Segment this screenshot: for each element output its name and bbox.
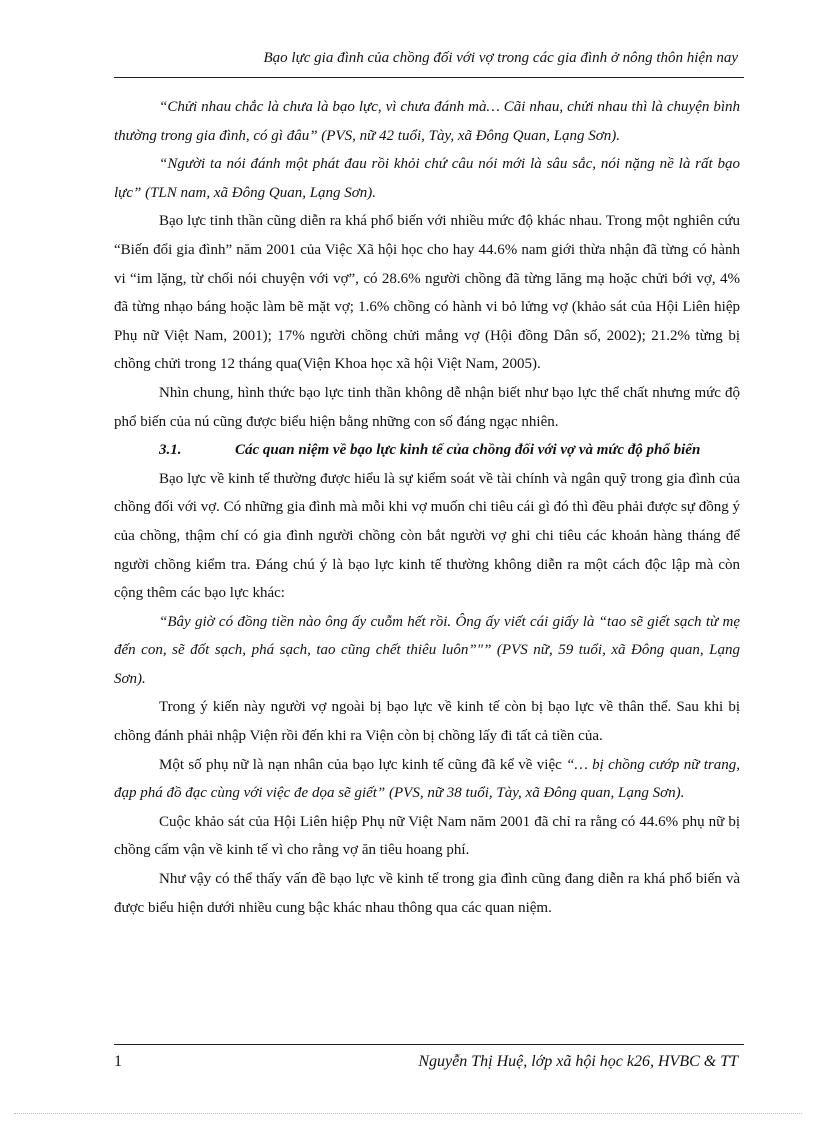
body-paragraph: Cuộc khảo sát của Hội Liên hiệp Phụ nữ Việt Nam năm 2001 đã chỉ ra rằng có 44.6% phụ nữ bị chồng cấm vận về kinh tế vì cho rằng vợ ăn tiêu hoang phí.	[114, 813, 740, 859]
inline-quote: “… bị chồng cướp nữ trang, đạp phá đồ đạc cùng với việc đe dọa sẽ giết” (PVS, nữ 38 tuổi, Tày, xã Đông quan, Lạng Sơn).	[114, 756, 740, 802]
paragraph-lead: Một số phụ nữ là nạn nhân của bạo lực kinh tế cũng đã kể về việc	[159, 756, 562, 773]
body-paragraph: Nhìn chung, hình thức bạo lực tinh thần không dễ nhận biết như bạo lực thể chất nhưng mức độ phổ biến của nú cũng được biểu hiện bằng những con số đáng ngạc nhiên.	[114, 384, 740, 430]
body-paragraph	[114, 751, 740, 808]
section-heading	[114, 436, 740, 465]
section-number: 3.1.	[159, 442, 182, 459]
running-header: Bạo lực gia đình của chồng đối với vợ trong các gia đình ở nông thôn hiện nay	[263, 50, 738, 66]
page-boundary	[14, 1113, 802, 1114]
footer-author: Nguyễn Thị Huệ, lớp xã hội học k26, HVBC & TT	[418, 1053, 738, 1070]
section-title: Các quan niệm về bạo lực kinh tế của chồng đối với vợ và mức độ phổ biến	[235, 442, 701, 459]
page-body	[114, 93, 740, 922]
body-paragraph: Bạo lực tinh thần cũng diễn ra khá phổ biến với nhiều mức độ khác nhau. Trong một nghiên cứu “Biến đổi gia đình” năm 2001 của Việc Xã hội học cho hay 44.6% nam giới thừa nhận đã từng có hành vi “im lặng, từ chối nói chuyện với vợ”, có 28.6% người chồng đã từng lăng mạ hoặc chửi bới vợ, 4% đã từng nhạo báng hoặc làm bẽ mặt vợ; 1.6% chồng có hành vi bỏ lửng vợ (khảo sát của Hội Liên hiệp Phụ nữ Việt Nam, 2001); 17% người chồng chửi mắng vợ (Hội đồng Dân số, 2002); 21.2% từng bị chồng chửi trong 12 tháng qua(Viện Khoa học xã hội Việt Nam, 2005).	[114, 213, 740, 373]
page-number: 1	[114, 1053, 122, 1070]
quote-paragraph: “Bây giờ có đồng tiền nào ông ấy cuỗm hết rồi. Ông ấy viết cái giấy là “tao sẽ giết sạch từ mẹ đến con, sẽ đốt sạch, phá sạch, tao cũng chết thiêu luôn”"” (PVS nữ, 59 tuổi, xã Đông quan, Lạng Sơn).	[114, 613, 740, 687]
footer-divider	[114, 1044, 744, 1045]
quote-paragraph: “Người ta nói đánh một phát đau rồi khỏi chứ câu nói mới là sâu sắc, nói nặng nề là rất bạo lực” (TLN nam, xã Đông Quan, Lạng Sơn).	[114, 156, 740, 201]
body-paragraph: Như vậy có thể thấy vấn đề bạo lực về kinh tế trong gia đình cũng đang diễn ra khá phổ biến và được biểu hiện dưới nhiều cung bậc khác nhau thông qua các quan niệm.	[114, 871, 740, 916]
body-paragraph: Bạo lực về kinh tế thường được hiểu là sự kiểm soát về tài chính và ngân quỹ trong gia đình của chồng đối với vợ. Có những gia đình mà mỗi khi vợ muốn chi tiêu cái gì đó thì đều phải được sự đồng ý của chồng, thậm chí có gia đình người chồng còn bắt người vợ ghi chi tiêu các khoản hàng tháng để người chồng kiểm tra. Đáng chú ý là bạo lực kinh tế thường không diễn ra một cách độc lập mà còn cộng thêm các bạo lực khác:	[114, 470, 740, 602]
header-divider	[114, 77, 744, 78]
quote-paragraph: “Chửi nhau chắc là chưa là bạo lực, vì chưa đánh mà… Cãi nhau, chửi nhau thì là chuyện bình thường trong gia đình, có gì đâu” (PVS, nữ 42 tuổi, Tày, xã Đông Quan, Lạng Sơn).	[114, 99, 740, 144]
body-paragraph: Trong ý kiến này người vợ ngoài bị bạo lực về kinh tế còn bị bạo lực về thân thể. Sau khi bị chồng đánh phải nhập Viện rồi đến khi ra Viện còn bị chồng lấy đi tất cả tiền của.	[114, 699, 740, 745]
